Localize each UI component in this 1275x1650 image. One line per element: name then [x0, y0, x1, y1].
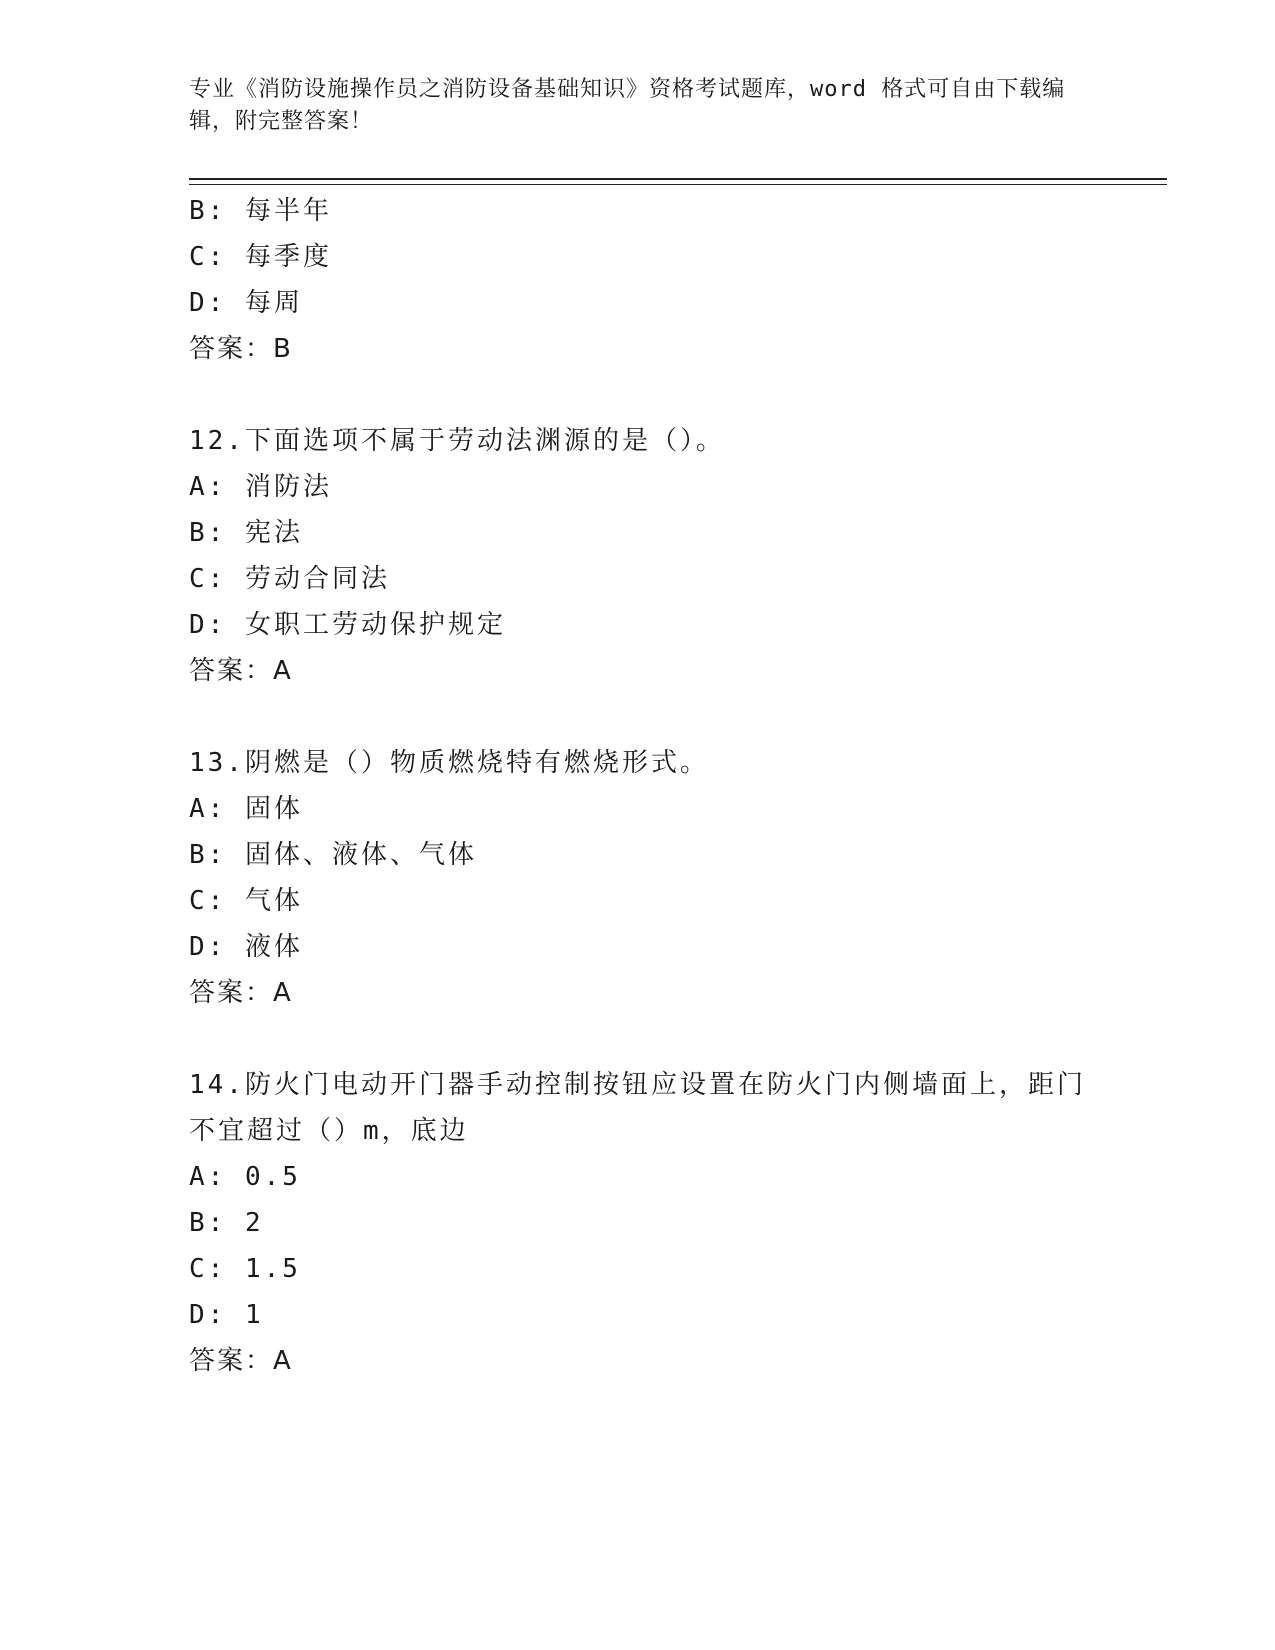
- answer-line: 答案：A: [189, 656, 293, 686]
- option-b: B: 每半年: [189, 196, 332, 226]
- question-block-11: [189, 188, 1149, 372]
- header-divider-thin: [189, 184, 1167, 185]
- option-d: D: 液体: [189, 932, 303, 962]
- option-b: B: 固体、液体、气体: [189, 840, 477, 870]
- spacer: [189, 372, 1149, 418]
- spacer: [189, 1016, 1149, 1062]
- answer-line: 答案：A: [189, 978, 293, 1008]
- question-text: 14.防火门电动开门器手动控制按钮应设置在防火门内侧墙面上，距门不宜超过（）m，底边: [189, 1070, 1086, 1146]
- answer-line: 答案：B: [189, 334, 293, 364]
- header-divider-thick: [189, 178, 1167, 180]
- question-block-14: [189, 1062, 1149, 1384]
- option-c: C: 劳动合同法: [189, 564, 390, 594]
- option-a: A: 消防法: [189, 472, 332, 502]
- option-a: A: 0.5: [189, 1162, 301, 1192]
- option-c: C: 1.5: [189, 1254, 301, 1284]
- option-c: C: 气体: [189, 886, 303, 916]
- spacer: [189, 694, 1149, 740]
- document-header: 专业《消防设施操作员之消防设备基础知识》资格考试题库，word 格式可自由下载编辑，附完整答案！: [189, 77, 1066, 134]
- question-block-13: [189, 740, 1149, 1016]
- option-b: B: 2: [189, 1208, 264, 1238]
- question-text: 12.下面选项不属于劳动法渊源的是（）。: [189, 426, 725, 456]
- option-d: D: 每周: [189, 288, 303, 318]
- answer-line: 答案：A: [189, 1346, 293, 1376]
- option-a: A: 固体: [189, 794, 303, 824]
- question-text: 13.阴燃是（）物质燃烧特有燃烧形式。: [189, 748, 709, 778]
- question-list: [189, 188, 1149, 1384]
- option-b: B: 宪法: [189, 518, 303, 548]
- option-c: C: 每季度: [189, 242, 332, 272]
- option-d: D: 1: [189, 1300, 264, 1330]
- option-d: D: 女职工劳动保护规定: [189, 610, 506, 640]
- question-block-12: [189, 418, 1149, 694]
